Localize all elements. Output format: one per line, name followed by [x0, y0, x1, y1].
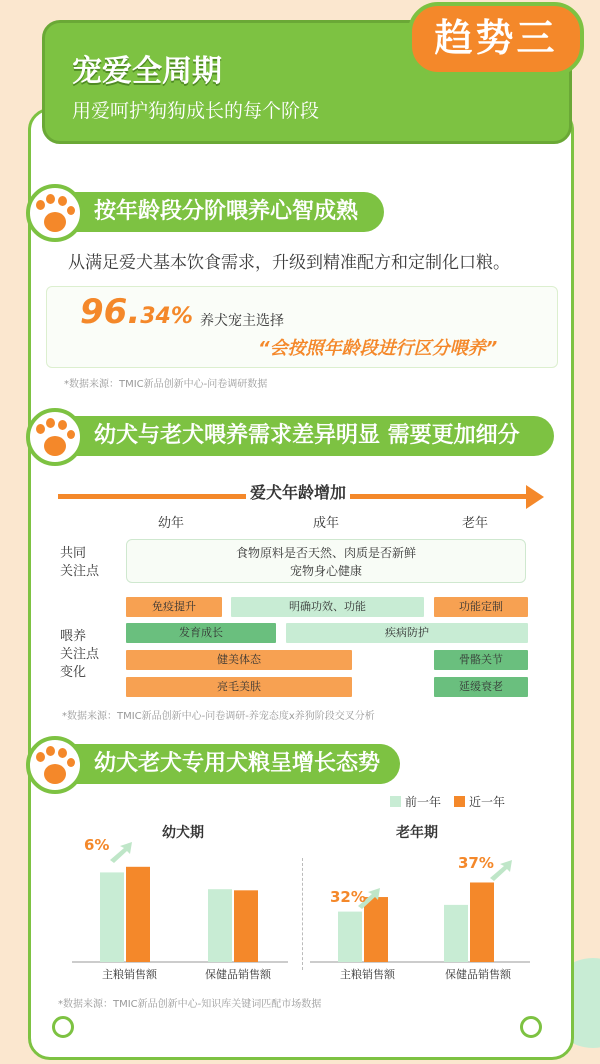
- common-label-line1: 共同: [60, 546, 87, 561]
- legend-recent-label: 近一年: [469, 795, 506, 809]
- tag-custom: 功能定制: [434, 597, 528, 617]
- chart-senior-title: 老年期: [396, 825, 438, 841]
- bar-senior-1-recent: [470, 882, 494, 962]
- tag-coat: 亮毛美肤: [126, 677, 352, 697]
- annotation-senior-main: 32%: [330, 888, 366, 906]
- tag-efficacy: 明确功效、功能: [231, 597, 424, 617]
- trend-badge: 趋势三: [408, 2, 584, 76]
- cat-young-main: 主粮销售额: [102, 968, 157, 981]
- page-title: 宠爱全周期: [72, 54, 222, 89]
- bar-senior-0-prev: [338, 912, 362, 962]
- cat-senior-main: 主粮销售额: [340, 968, 395, 981]
- bar-young-0-prev: [100, 872, 124, 962]
- stat-small: 34%: [140, 304, 193, 329]
- trend-arrow-icon: [110, 842, 132, 863]
- page-subtitle: 用爱呵护狗狗成长的每个阶段: [72, 100, 320, 122]
- tag-fitness: 健美体态: [126, 650, 352, 670]
- annotation-young: 6%: [84, 836, 110, 854]
- tag-aging: 延缓衰老: [434, 677, 528, 697]
- age-arrow-label: 爱犬年龄增加: [246, 480, 350, 503]
- bar-young-1-recent: [234, 890, 258, 962]
- section2-source: *数据来源：TMIC新品创新中心-问卷调研-养宠态度x养狗阶段交叉分析: [62, 711, 375, 722]
- legend-prev-label: 前一年: [405, 795, 442, 809]
- section3-source: *数据来源：TMIC新品创新中心-知识库关键词匹配市场数据: [58, 999, 322, 1010]
- hook-left: [52, 1016, 74, 1038]
- stat-big: 96.: [80, 292, 141, 332]
- bar-senior-0-recent: [364, 897, 388, 962]
- change-label-line1: 喂养: [60, 629, 87, 644]
- change-label-line3: 变化: [60, 665, 87, 680]
- annotation-senior-health: 37%: [458, 854, 494, 872]
- bar-senior-1-prev: [444, 905, 468, 962]
- chart-young-title: 幼犬期: [162, 825, 204, 841]
- hook-right: [520, 1016, 542, 1038]
- common-text-1: 食物原料是否天然、肉质是否新鲜: [235, 546, 416, 560]
- stage-senior: 老年: [462, 516, 489, 531]
- stage-young: 幼年: [158, 516, 185, 531]
- common-label-line2: 关注点: [60, 564, 100, 579]
- cat-young-health: 保健品销售额: [205, 968, 271, 981]
- tag-bone: 骨骼关节: [434, 650, 528, 670]
- section1-description: 从满足爱犬基本饮食需求，升级到精准配方和定制化口粮。: [68, 253, 510, 273]
- tag-immunity: 免疫提升: [126, 597, 222, 617]
- bar-young-0-recent: [126, 867, 150, 962]
- stat-quote: “会按照年龄段进行区分喂养”: [258, 338, 498, 359]
- tag-disease: 疾病防护: [286, 623, 528, 643]
- tag-growth: 发育成长: [126, 623, 276, 643]
- common-text-2: 宠物身心健康: [289, 564, 362, 578]
- stat-label: 养犬宠主选择: [200, 313, 284, 329]
- section1-title: 按年龄段分阶喂养心智成熟: [94, 199, 359, 224]
- section2-title: 幼犬与老犬喂养需求差异明显 需要更加细分: [94, 423, 520, 448]
- section1-source: *数据来源：TMIC新品创新中心-问卷调研数据: [64, 379, 268, 390]
- cat-senior-health: 保健品销售额: [445, 968, 511, 981]
- bar-young-1-prev: [208, 889, 232, 962]
- change-label-line2: 关注点: [60, 647, 100, 662]
- section3-title: 幼犬老犬专用犬粮呈增长态势: [94, 751, 381, 776]
- stage-adult: 成年: [313, 516, 340, 531]
